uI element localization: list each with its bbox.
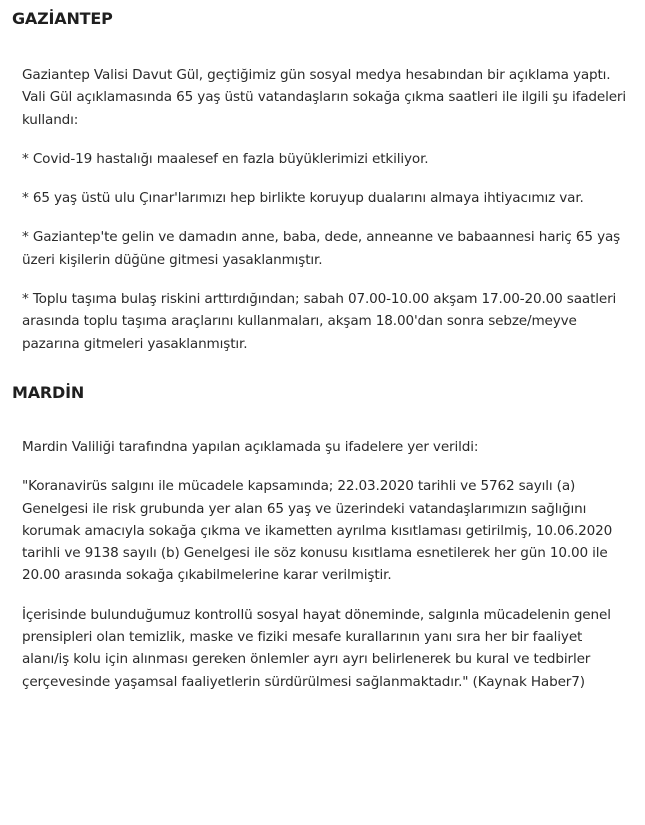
section-mardin [0, 383, 645, 693]
paragraph-mardin-measures: İçerisinde bulunduğumuz kontrollü sosyal hayat döneminde, salgınla mücadelenin genel prensipleri olan temizlik, maske ve fiziki mesafe kurallarının yanı sıra her bir faaliyet alanı/iş kolu için alınması gereken önlemler ayrı ayrı belirlenerek bu kural ve tedbirler çerçevesinde yaşamsal faaliyetlerin sürdürülmesi sağlanmaktadır." (Kaynak Haber7) [22, 606, 611, 690]
paragraph-intro: Gaziantep Valisi Davut Gül, geçtiğimiz gün sosyal medya hesabından bir açıklama yaptı. Vali Gül açıklamasında 65 yaş üstü vatandaşların sokağa çıkma saatleri ile ilgili şu ifadeleri kullandı: [22, 67, 626, 128]
section-heading-gaziantep: GAZİANTEP [12, 9, 113, 28]
paragraph-mardin-quote: "Koranavirüs salgını ile mücadele kapsamında; 22.03.2020 tarihli ve 5762 sayılı (a) Genelgesi ile risk grubunda yer alan 65 yaş ve üzerindeki vatandaşlarımızın sağlığını korumak amacıyla sokağa çıkma ve ikametten ayrılma kısıtlaması getirilmiş, 10.06.2020 tarihli ve 9138 sayılı (b) Genelgesi ile söz konusu kısıtlama esnetilerek her gün 10.00 ile 20.00 arasında sokağa çıkabilmelerine karar verilmiştir. [22, 478, 613, 584]
section-heading-mardin: MARDİN [12, 382, 85, 402]
paragraph-bullet-covid: * Covid-19 hastalığı maalesef en fazla büyüklerimizi etkiliyor. [22, 150, 429, 167]
section-gaziantep [0, 0, 645, 355]
paragraph-bullet-wedding: * Gaziantep'te gelin ve damadın anne, baba, dede, anneanne ve babaannesi hariç 65 yaş üzeri kişilerin düğüne gitmesi yasaklanmıştır. [22, 229, 621, 268]
paragraph-bullet-protect: * 65 yaş üstü ulu Çınar'larımızı hep birlikte koruyup dualarını almaya ihtiyacımız var. [22, 190, 584, 207]
paragraph-bullet-transport: * Toplu taşıma bulaş riskini arttırdığından; sabah 07.00-10.00 akşam 17.00-20.00 saatleri arasında toplu taşıma araçlarını kullanmaları, akşam 18.00'dan sonra sebze/meyve pazarına gitmeleri yasaklanmıştır. [22, 291, 617, 352]
paragraph-mardin-intro: Mardin Valiliği tarafındna yapılan açıklamada şu ifadelere yer verildi: [22, 438, 479, 455]
